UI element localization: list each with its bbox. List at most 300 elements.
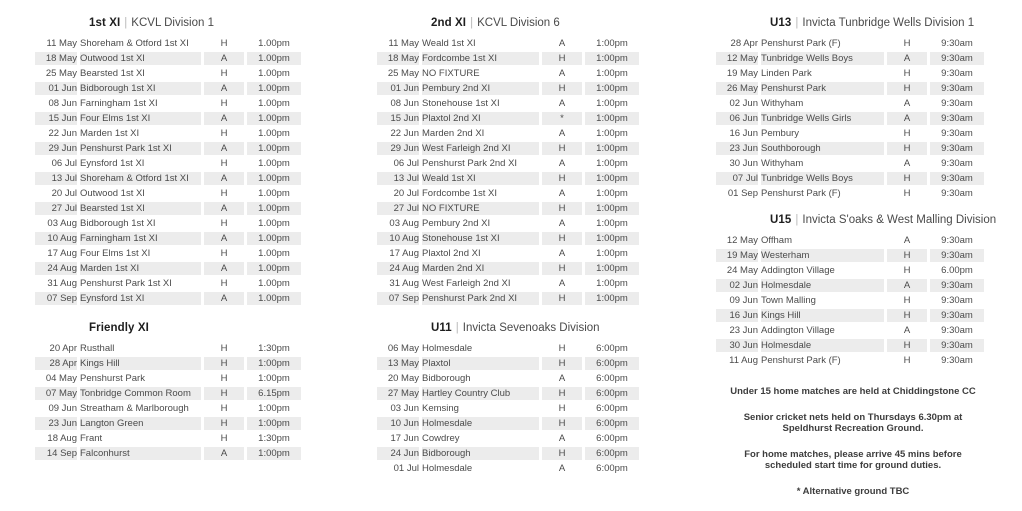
fixture-date: 02 Jun bbox=[716, 279, 758, 292]
fixture-row bbox=[35, 82, 301, 95]
fixture-time: 6:00pm bbox=[585, 357, 639, 370]
fixture-date: 22 Jun bbox=[48, 128, 77, 139]
fixture-time: 1:00pm bbox=[596, 68, 628, 79]
team-name: 1st XI bbox=[89, 17, 121, 29]
fixture-time: 9:30am bbox=[941, 158, 973, 169]
fixture-row bbox=[377, 402, 639, 415]
fixtures-table-first-xi bbox=[32, 35, 304, 307]
fixture-opponent: West Farleigh 2nd XI bbox=[422, 278, 511, 289]
fixture-venue: A bbox=[558, 128, 566, 139]
fixture-venue: A bbox=[204, 142, 244, 155]
fixture-date: 15 Jun bbox=[35, 112, 77, 125]
fixture-venue: H bbox=[220, 278, 228, 289]
fixture-venue: H bbox=[542, 82, 582, 95]
fixture-time: 9:30am bbox=[941, 38, 973, 49]
fixture-time: 1:00pm bbox=[585, 172, 639, 185]
fixture-opponent: Stonehouse 1st XI bbox=[422, 98, 500, 109]
fixture-date: 12 May bbox=[726, 235, 758, 246]
fixture-row bbox=[716, 97, 984, 110]
fixture-date: 09 Jun bbox=[729, 295, 758, 306]
fixture-row bbox=[716, 67, 984, 80]
fixture-time: 1:00pm bbox=[247, 447, 301, 460]
fixtures-table-friendly-xi bbox=[32, 340, 304, 462]
fixture-row bbox=[716, 82, 984, 95]
fixture-date: 07 Sep bbox=[377, 292, 419, 305]
fixture-row bbox=[716, 142, 984, 155]
fixture-date: 16 Jun bbox=[716, 309, 758, 322]
fixture-row bbox=[377, 247, 639, 260]
fixture-row bbox=[35, 292, 301, 305]
fixture-date: 14 Sep bbox=[35, 447, 77, 460]
fixture-time: 9:30am bbox=[941, 325, 973, 336]
fixture-time: 1.00pm bbox=[247, 232, 301, 245]
fixture-opponent: Bidborough 1st XI bbox=[80, 82, 201, 95]
fixture-row bbox=[716, 324, 984, 337]
fixture-time: 6:00pm bbox=[596, 373, 628, 384]
fixture-row bbox=[377, 82, 639, 95]
fixture-time: 1:00pm bbox=[585, 52, 639, 65]
fixture-row bbox=[377, 112, 639, 125]
fixture-venue: A bbox=[204, 82, 244, 95]
fixture-date: 11 Aug bbox=[729, 355, 758, 366]
fixture-time: 6.15pm bbox=[247, 387, 301, 400]
section-header-u13 bbox=[716, 14, 990, 32]
fixture-opponent: Fordcombe 1st XI bbox=[422, 188, 497, 199]
fixture-row bbox=[716, 294, 984, 307]
fixture-venue: A bbox=[903, 158, 911, 169]
fixture-venue: A bbox=[204, 232, 244, 245]
fixture-date: 29 Jun bbox=[377, 142, 419, 155]
fixture-opponent: Kings Hill bbox=[80, 357, 201, 370]
fixture-venue: H bbox=[542, 417, 582, 430]
fixture-date: 27 May bbox=[377, 387, 419, 400]
fixture-opponent: Holmesdale bbox=[422, 417, 539, 430]
fixture-row bbox=[716, 37, 984, 50]
fixture-row bbox=[377, 217, 639, 230]
fixture-date: 10 Aug bbox=[35, 232, 77, 245]
fixture-row bbox=[377, 67, 639, 80]
fixture-opponent: NO FIXTURE bbox=[422, 68, 480, 79]
fixture-date: 07 May bbox=[35, 387, 77, 400]
fixture-venue: H bbox=[903, 295, 911, 306]
fixture-opponent: Holmesdale bbox=[422, 463, 473, 474]
fixture-date: 17 Jun bbox=[390, 433, 419, 444]
fixture-row bbox=[35, 217, 301, 230]
fixture-opponent: Streatham & Marlborough bbox=[80, 403, 189, 414]
fixture-date: 04 May bbox=[45, 373, 77, 384]
header-separator: | bbox=[795, 17, 799, 29]
fixture-date: 06 Jun bbox=[716, 112, 758, 125]
fixture-date: 20 May bbox=[387, 373, 419, 384]
section-u15 bbox=[716, 211, 997, 369]
team-name: U11 bbox=[431, 322, 452, 334]
fixture-opponent: Farningham 1st XI bbox=[80, 98, 158, 109]
fixture-venue: H bbox=[220, 218, 228, 229]
fixture-date: 01 Jun bbox=[377, 82, 419, 95]
fixture-time: 6:00pm bbox=[596, 463, 628, 474]
fixture-row bbox=[716, 112, 984, 125]
fixture-time: 1.00pm bbox=[258, 188, 290, 199]
fixture-row bbox=[716, 157, 984, 170]
fixture-row bbox=[377, 37, 639, 50]
header-separator: | bbox=[795, 214, 799, 226]
fixture-venue: A bbox=[558, 463, 566, 474]
fixture-time: 9:30am bbox=[941, 295, 973, 306]
fixture-venue: H bbox=[542, 202, 582, 215]
note-senior-nets: Senior cricket nets held on Thursdays 6.30pm at Speldhurst Recreation Ground. bbox=[743, 411, 963, 434]
header-separator: | bbox=[124, 17, 128, 29]
fixture-venue: A bbox=[887, 279, 927, 292]
fixture-date: 15 Jun bbox=[377, 112, 419, 125]
fixture-date: 01 Jun bbox=[35, 82, 77, 95]
fixture-row bbox=[35, 372, 301, 385]
division-name: KCVL Division 6 bbox=[477, 17, 560, 29]
fixture-row bbox=[35, 127, 301, 140]
section-u11 bbox=[377, 319, 645, 477]
fixture-date: 30 Jun bbox=[729, 158, 758, 169]
fixture-venue: H bbox=[887, 339, 927, 352]
fixture-opponent: Tunbridge Wells Girls bbox=[761, 112, 884, 125]
fixture-time: 9:30am bbox=[941, 68, 973, 79]
division-name: Invicta Tunbridge Wells Division 1 bbox=[802, 17, 975, 29]
fixture-venue: H bbox=[903, 265, 911, 276]
fixture-venue: H bbox=[903, 68, 911, 79]
fixture-date: 06 Jul bbox=[51, 158, 77, 169]
fixture-venue: H bbox=[887, 82, 927, 95]
section-first-xi bbox=[35, 14, 307, 307]
fixture-venue: H bbox=[220, 158, 228, 169]
fixture-opponent: Outwood 1st XI bbox=[80, 52, 201, 65]
fixture-opponent: Marden 2nd XI bbox=[422, 262, 539, 275]
fixture-row bbox=[377, 357, 639, 370]
fixture-time: 1:00pm bbox=[585, 262, 639, 275]
section-second-xi bbox=[377, 14, 645, 307]
fixture-row bbox=[377, 387, 639, 400]
fixture-venue: H bbox=[220, 128, 228, 139]
fixture-time: 6:00pm bbox=[585, 417, 639, 430]
fixture-date: 17 Aug bbox=[47, 248, 77, 259]
fixture-date: 31 Aug bbox=[389, 278, 419, 289]
fixture-row bbox=[716, 172, 984, 185]
fixture-row bbox=[377, 262, 639, 275]
fixture-row bbox=[35, 67, 301, 80]
fixtures-table-u11 bbox=[374, 340, 642, 477]
fixtures-table-second-xi bbox=[374, 35, 642, 307]
fixture-row bbox=[35, 387, 301, 400]
fixtures-table-u13 bbox=[713, 35, 987, 202]
fixture-opponent: Kemsing bbox=[422, 403, 459, 414]
fixture-date: 13 Jul bbox=[35, 172, 77, 185]
fixture-date: 13 May bbox=[377, 357, 419, 370]
fixture-time: 1.00pm bbox=[247, 202, 301, 215]
fixture-row bbox=[35, 262, 301, 275]
fixture-opponent: Penshurst Park 2nd XI bbox=[422, 158, 518, 169]
fixture-venue: H bbox=[542, 262, 582, 275]
fixture-row bbox=[35, 432, 301, 445]
fixture-venue: H bbox=[220, 373, 228, 384]
fixture-time: 1.00pm bbox=[247, 52, 301, 65]
fixture-venue: H bbox=[204, 357, 244, 370]
fixture-opponent: Weald 1st XI bbox=[422, 38, 476, 49]
note-arrival-time: For home matches, please arrive 45 mins before scheduled start time for ground duties. bbox=[744, 448, 962, 471]
fixture-date: 26 May bbox=[716, 82, 758, 95]
fixture-venue: A bbox=[558, 188, 566, 199]
fixture-opponent: Four Elms 1st XI bbox=[80, 112, 201, 125]
fixture-venue: H bbox=[903, 38, 911, 49]
fixture-venue: H bbox=[542, 232, 582, 245]
fixture-row bbox=[35, 187, 301, 200]
fixture-row bbox=[377, 277, 639, 290]
fixture-time: 1.00pm bbox=[258, 68, 290, 79]
fixture-opponent: Marden 2nd XI bbox=[422, 128, 485, 139]
fixture-time: 6.00pm bbox=[941, 265, 973, 276]
team-name: Friendly XI bbox=[89, 322, 149, 334]
fixture-row bbox=[377, 447, 639, 460]
fixture-venue: A bbox=[204, 112, 244, 125]
fixture-time: 6:00pm bbox=[596, 343, 628, 354]
fixture-date: 19 May bbox=[716, 249, 758, 262]
fixture-opponent: Falconhurst bbox=[80, 447, 201, 460]
fixture-date: 11 May bbox=[388, 38, 419, 49]
fixture-opponent: Tunbridge Wells Boys bbox=[761, 172, 884, 185]
fixture-opponent: Hartley Country Club bbox=[422, 387, 539, 400]
fixture-time: 1:30pm bbox=[258, 433, 290, 444]
section-friendly-xi bbox=[35, 319, 307, 462]
fixture-opponent: Four Elms 1st XI bbox=[80, 248, 151, 259]
fixture-opponent: Holmesdale bbox=[422, 343, 473, 354]
notes-block bbox=[716, 386, 990, 497]
fixture-opponent: Weald 1st XI bbox=[422, 172, 539, 185]
fixture-opponent: Langton Green bbox=[80, 417, 201, 430]
fixture-opponent: Pembury 2nd XI bbox=[422, 82, 539, 95]
fixture-venue: H bbox=[204, 387, 244, 400]
section-header-first-xi bbox=[35, 14, 307, 32]
fixture-time: 1:00pm bbox=[247, 357, 301, 370]
fixture-time: 6:00pm bbox=[596, 403, 628, 414]
fixture-date: 28 Apr bbox=[730, 38, 758, 49]
fixture-date: 27 Jul bbox=[35, 202, 77, 215]
fixture-venue: A bbox=[558, 98, 566, 109]
fixture-venue: H bbox=[903, 355, 911, 366]
header-separator: | bbox=[455, 322, 459, 334]
fixture-date: 10 Aug bbox=[377, 232, 419, 245]
fixture-time: 1:00pm bbox=[596, 98, 628, 109]
team-name: U13 bbox=[770, 17, 792, 29]
fixture-venue: A bbox=[903, 235, 911, 246]
fixture-time: 1.00pm bbox=[258, 128, 290, 139]
fixture-date: 12 May bbox=[716, 52, 758, 65]
fixture-venue: H bbox=[220, 403, 228, 414]
fixture-venue: A bbox=[204, 172, 244, 185]
fixture-time: 1.00pm bbox=[247, 172, 301, 185]
fixture-row bbox=[377, 292, 639, 305]
fixture-venue: A bbox=[558, 158, 566, 169]
fixture-venue: A bbox=[558, 373, 566, 384]
fixture-opponent: Rusthall bbox=[80, 343, 115, 354]
fixture-date: 25 May bbox=[45, 68, 77, 79]
fixture-date: 18 Aug bbox=[47, 433, 77, 444]
fixture-venue: H bbox=[542, 292, 582, 305]
fixture-row bbox=[377, 52, 639, 65]
fixture-date: 13 Jul bbox=[377, 172, 419, 185]
team-name: U15 bbox=[770, 214, 792, 226]
fixture-time: 1.00pm bbox=[258, 38, 290, 49]
column-right bbox=[716, 14, 997, 511]
fixture-row bbox=[377, 372, 639, 385]
division-name: Invicta Sevenoaks Division bbox=[462, 322, 600, 334]
fixture-date: 11 May bbox=[46, 38, 77, 49]
fixture-row bbox=[35, 97, 301, 110]
fixture-date: 03 Aug bbox=[47, 218, 77, 229]
fixture-row bbox=[377, 232, 639, 245]
fixture-time: 9:30am bbox=[930, 52, 984, 65]
fixture-date: 02 Jun bbox=[729, 98, 758, 109]
fixture-venue: A bbox=[204, 52, 244, 65]
fixture-venue: H bbox=[204, 417, 244, 430]
fixture-date: 28 Apr bbox=[35, 357, 77, 370]
fixture-venue: H bbox=[220, 68, 228, 79]
fixture-time: 1:00pm bbox=[596, 278, 628, 289]
fixture-venue: H bbox=[220, 433, 228, 444]
fixture-row bbox=[716, 249, 984, 262]
fixture-opponent: Plaxtol 2nd XI bbox=[422, 112, 539, 125]
fixture-time: 9:30am bbox=[941, 355, 973, 366]
fixture-venue: A bbox=[558, 278, 566, 289]
fixture-time: 1:00pm bbox=[585, 202, 639, 215]
fixture-time: 1:00pm bbox=[596, 128, 628, 139]
fixture-venue: A bbox=[558, 218, 566, 229]
fixture-opponent: Penshurst Park 1st XI bbox=[80, 142, 201, 155]
fixture-opponent: Shoreham & Otford 1st XI bbox=[80, 172, 201, 185]
fixture-opponent: Bidborough bbox=[422, 447, 539, 460]
fixture-venue: H bbox=[542, 357, 582, 370]
fixture-venue: A bbox=[204, 202, 244, 215]
fixture-opponent: Farningham 1st XI bbox=[80, 232, 201, 245]
fixture-row bbox=[35, 52, 301, 65]
fixture-venue: A bbox=[887, 112, 927, 125]
fixture-time: 9:30am bbox=[930, 172, 984, 185]
fixture-time: 1:00pm bbox=[258, 403, 290, 414]
fixture-row bbox=[716, 354, 984, 367]
fixture-venue: A bbox=[558, 68, 566, 79]
fixture-row bbox=[35, 277, 301, 290]
fixture-time: 1:00pm bbox=[596, 218, 628, 229]
fixture-time: 9:30am bbox=[930, 339, 984, 352]
fixture-row bbox=[35, 37, 301, 50]
fixture-row bbox=[35, 202, 301, 215]
fixture-time: 1:00pm bbox=[596, 38, 628, 49]
fixture-date: 18 May bbox=[377, 52, 419, 65]
fixture-date: 23 Jun bbox=[35, 417, 77, 430]
fixture-venue: A bbox=[204, 447, 244, 460]
section-header-u11 bbox=[377, 319, 645, 337]
fixture-date: 25 May bbox=[387, 68, 419, 79]
fixture-opponent: Addington Village bbox=[761, 325, 835, 336]
fixture-row bbox=[35, 417, 301, 430]
fixture-date: 07 Jul bbox=[716, 172, 758, 185]
fixture-date: 06 May bbox=[387, 343, 419, 354]
fixture-time: 1:00pm bbox=[258, 373, 290, 384]
fixture-row bbox=[716, 279, 984, 292]
fixture-venue: H bbox=[220, 343, 228, 354]
fixture-opponent: Penshurst Park bbox=[761, 82, 884, 95]
fixture-venue: H bbox=[220, 188, 228, 199]
fixture-opponent: Addington Village bbox=[761, 265, 835, 276]
header-separator bbox=[149, 322, 157, 334]
fixture-opponent: Bearsted 1st XI bbox=[80, 202, 201, 215]
fixture-opponent: Tonbridge Common Room bbox=[80, 387, 201, 400]
fixture-venue: A bbox=[558, 433, 566, 444]
fixture-time: 1.00pm bbox=[247, 262, 301, 275]
fixture-venue: H bbox=[220, 38, 228, 49]
note-alternative-ground: * Alternative ground TBC bbox=[796, 485, 910, 497]
fixture-date: 24 Jun bbox=[377, 447, 419, 460]
fixture-time: 1.00pm bbox=[247, 292, 301, 305]
fixture-row bbox=[35, 247, 301, 260]
header-separator: | bbox=[470, 17, 474, 29]
fixture-time: 6:00pm bbox=[596, 433, 628, 444]
fixture-opponent: Frant bbox=[80, 433, 103, 444]
fixture-venue: H bbox=[903, 188, 911, 199]
fixture-time: 1:00pm bbox=[585, 82, 639, 95]
fixture-opponent: Withyham bbox=[761, 98, 804, 109]
fixture-row bbox=[377, 97, 639, 110]
fixture-row bbox=[35, 342, 301, 355]
fixture-opponent: Penshurst Park (F) bbox=[761, 188, 841, 199]
fixture-opponent: Marden 1st XI bbox=[80, 128, 140, 139]
fixture-date: 24 Aug bbox=[377, 262, 419, 275]
fixture-date: 03 Aug bbox=[389, 218, 419, 229]
fixture-venue: H bbox=[887, 309, 927, 322]
section-header-friendly-xi bbox=[35, 319, 307, 337]
section-u13 bbox=[716, 14, 990, 202]
fixture-date: 20 Jul bbox=[393, 188, 419, 199]
fixture-row bbox=[377, 157, 639, 170]
fixture-date: 08 Jun bbox=[390, 98, 419, 109]
fixture-date: 30 Jun bbox=[716, 339, 758, 352]
fixture-row bbox=[35, 447, 301, 460]
fixture-row bbox=[377, 202, 639, 215]
fixture-time: 1:00pm bbox=[585, 112, 639, 125]
fixture-time: 9:30am bbox=[930, 249, 984, 262]
fixture-opponent: Fordcombe 1st XI bbox=[422, 52, 539, 65]
fixture-date: 22 Jun bbox=[390, 128, 419, 139]
fixture-time: 9:30am bbox=[930, 279, 984, 292]
fixture-opponent: Kings Hill bbox=[761, 309, 884, 322]
fixture-time: 1:00pm bbox=[585, 292, 639, 305]
fixture-row bbox=[35, 112, 301, 125]
fixture-venue: A bbox=[558, 38, 566, 49]
section-header-u15 bbox=[716, 211, 997, 229]
fixture-row bbox=[716, 187, 984, 200]
fixture-venue: H bbox=[887, 142, 927, 155]
fixture-opponent: Plaxtol 2nd XI bbox=[422, 248, 481, 259]
fixture-venue: H bbox=[887, 172, 927, 185]
fixture-venue: H bbox=[220, 248, 228, 259]
fixture-row bbox=[377, 417, 639, 430]
fixture-venue: H bbox=[542, 142, 582, 155]
fixture-time: 1.00pm bbox=[247, 142, 301, 155]
fixture-time: 1:00pm bbox=[585, 232, 639, 245]
fixture-time: 1.00pm bbox=[247, 112, 301, 125]
fixture-row bbox=[35, 232, 301, 245]
fixtures-table-u15 bbox=[713, 232, 987, 369]
fixture-date: 23 Jun bbox=[716, 142, 758, 155]
fixture-time: 1.00pm bbox=[258, 278, 290, 289]
fixture-row bbox=[377, 127, 639, 140]
division-name: KCVL Division 1 bbox=[131, 17, 214, 29]
fixture-row bbox=[35, 357, 301, 370]
